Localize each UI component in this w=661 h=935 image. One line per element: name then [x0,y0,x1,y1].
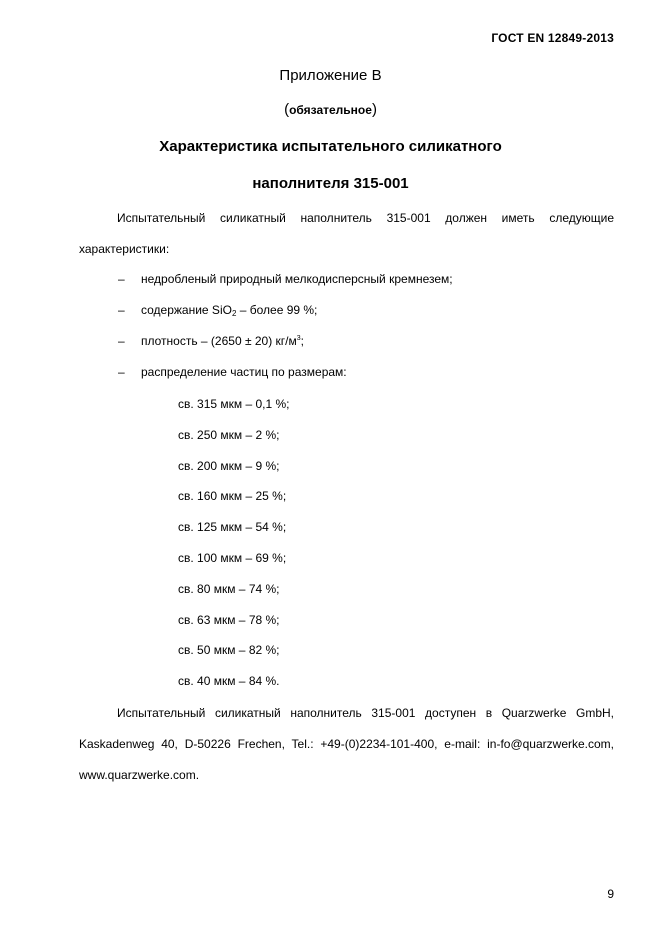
annex-heading-line-1: Характеристика испытательного силикатного [159,138,502,155]
list-item-text: распределение частиц по размерам: [141,365,347,379]
dash-bullet: – [118,272,125,286]
list-item-text: недробленый природный мелкодисперсный кремнезем; [141,272,453,286]
note-text: обязательное [289,103,372,117]
particle-size-item: св. 40 мкм – 84 %. [178,674,280,689]
page-number: 9 [607,887,614,901]
particle-size-item: св. 160 мкм – 25 %; [178,489,287,504]
list-item-text [141,326,304,357]
list-item [0,264,661,295]
particle-size-item: св. 250 мкм – 2 %; [178,427,280,442]
superscript: 3 [296,335,301,342]
sio2-content-text: – более 99 %; [236,303,318,317]
particle-size-item: св. 63 мкм – 78 %; [178,612,280,627]
dash-bullet: – [118,303,125,317]
availability-paragraph [79,698,614,791]
dash-bullet: – [118,365,125,379]
intro-text: Испытательный силикатный наполнитель 315-001 должен иметь следующие характеристики: [79,211,614,256]
intro-paragraph [79,203,614,265]
list-item [0,326,661,357]
list-item [0,295,661,326]
dash-bullet: – [118,334,125,348]
density-end: ; [300,334,305,348]
list-item-text [141,295,317,326]
particle-size-list [0,389,661,697]
annex-title: Приложение В [279,67,382,84]
particle-size-item: св. 100 мкм – 69 %; [178,550,287,565]
particle-size-item: св. 125 мкм – 54 %; [178,520,287,535]
particle-size-item: св. 200 мкм – 9 %; [178,458,280,473]
particle-size-item: св. 80 мкм – 74 %; [178,581,280,596]
annex-heading-line-2: наполнителя 315-001 [252,175,409,192]
characteristics-list [0,264,661,388]
particle-size-item: св. 315 мкм – 0,1 %; [178,397,290,411]
list-item [0,357,661,388]
note-close-paren: ) [371,101,377,118]
subscript: 2 [231,309,237,318]
particle-size-item: св. 50 мкм – 82 %; [178,643,280,658]
availability-text: Испытательный силикатный наполнитель 315-001 доступен в Quarzwerke GmbH, Kaskadenweg 40, D-50226 Frechen, Tel.: +49-(0)2234-101-400, e-mail: in-fo@quarzwerke.com, www.quarzwerke.com. [79,706,614,782]
density-text: плотность – (2650 ± 20) кг/м [141,334,297,348]
standard-code: ГОСТ EN 12849-2013 [491,31,614,45]
note-open-paren: ( [284,101,290,118]
annex-status-note [0,101,661,118]
sio2-text: содержание SiO [141,303,232,317]
